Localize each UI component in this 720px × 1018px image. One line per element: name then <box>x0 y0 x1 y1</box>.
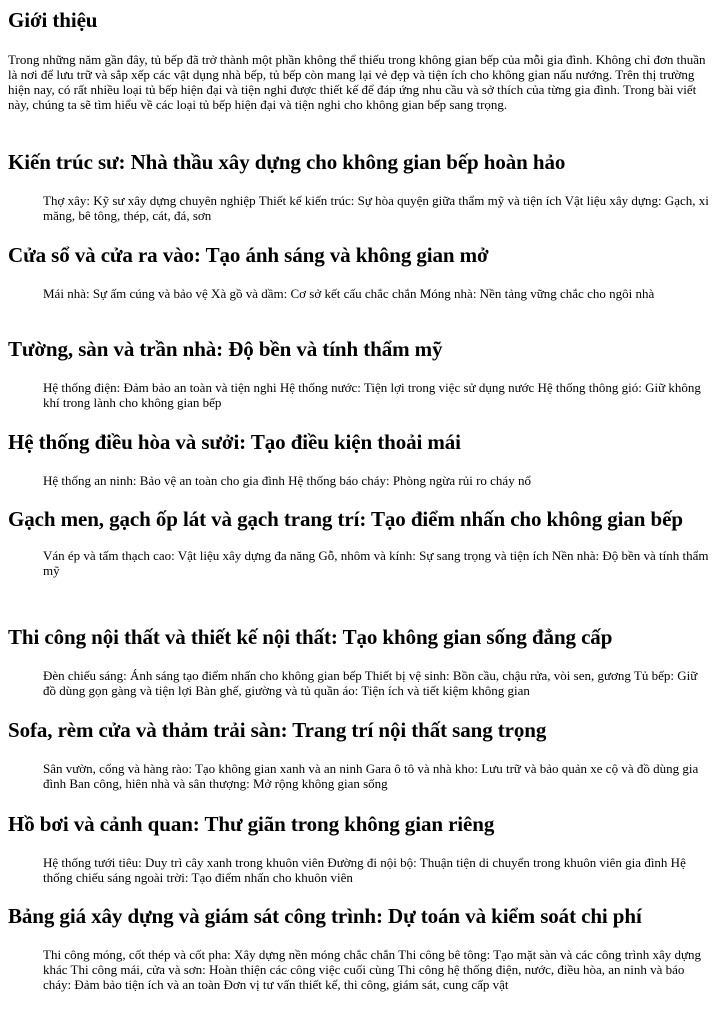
section-6 <box>8 718 712 791</box>
section-heading: Kiến trúc sư: Nhà thầu xây dựng cho không gian bếp hoàn hảo <box>8 150 566 174</box>
section-paragraph: Trong những năm gần đây, tủ bếp đã trở thành một phần không thể thiếu trong không gian bếp của mỗi gia đình. Không chỉ đơn thuần là nơi để lưu trữ và sắp xếp các vật dụng nhà bếp, tủ bếp còn mang lại vẻ đẹp và tiện ích cho không gian nấu nướng. Trên thị trường hiện nay, có rất nhiều loại tủ bếp hiện đại và tiện nghi được thiết kế để đáp ứng nhu cầu và sở thích của từng gia đình. Trong bài viết này, chúng ta sẽ tìm hiểu về các loại tủ bếp hiện đại và tiện nghi cho không gian bếp sang trọng. <box>8 52 706 112</box>
section-paragraph: Sân vườn, cổng và hàng rào: Tạo không gian xanh và an ninh Gara ô tô và nhà kho: Lưu trữ và bảo quản xe cộ và đồ dùng gia đình Ban công, hiên nhà và sân thượng: Mở rộng không gian sống <box>43 761 699 791</box>
section-paragraph: Ván ép và tấm thạch cao: Vật liệu xây dựng đa năng Gỗ, nhôm và kính: Sự sang trọng và tiện ích Nền nhà: Độ bền và tính thẩm mỹ <box>43 548 709 578</box>
section-8 <box>8 904 712 992</box>
section-0 <box>8 150 712 223</box>
section-heading: Giới thiệu <box>8 8 98 32</box>
section-3 <box>8 430 712 488</box>
section-paragraph: Hệ thống tưới tiêu: Duy trì cây xanh trong khuôn viên Đường đi nội bộ: Thuận tiện di chuyển trong khuôn viên gia đình Hệ thống chiếu sáng ngoài trời: Tạo điểm nhấn cho khuôn viên <box>43 855 686 885</box>
intro-section <box>8 8 712 112</box>
section-heading: Tường, sàn và trần nhà: Độ bền và tính thẩm mỹ <box>8 337 443 361</box>
section-1 <box>8 243 712 301</box>
section-paragraph: Hệ thống an ninh: Bảo vệ an toàn cho gia đình Hệ thống báo cháy: Phòng ngừa rủi ro cháy nổ <box>43 473 531 488</box>
section-paragraph: Hệ thống điện: Đảm bảo an toàn và tiện nghi Hệ thống nước: Tiện lợi trong việc sử dụng nước Hệ thống thông gió: Giữ không khí trong lành cho không gian bếp <box>43 380 701 410</box>
section-heading: Hồ bơi và cảnh quan: Thư giãn trong không gian riêng <box>8 812 495 836</box>
section-heading: Cửa sổ và cửa ra vào: Tạo ánh sáng và không gian mở <box>8 243 489 267</box>
section-heading: Hệ thống điều hòa và sưởi: Tạo điều kiện thoải mái <box>8 430 461 454</box>
section-paragraph: Mái nhà: Sự ấm cúng và bảo vệ Xà gồ và dầm: Cơ sở kết cấu chắc chắn Móng nhà: Nền tảng vững chắc cho ngôi nhà <box>43 286 655 301</box>
section-4 <box>8 507 712 578</box>
section-paragraph: Đèn chiếu sáng: Ánh sáng tạo điểm nhấn cho không gian bếp Thiết bị vệ sinh: Bồn cầu, chậu rửa, vòi sen, gương Tủ bếp: Giữ đồ dùng gọn gàng và tiện lợi Bàn ghế, giường và tủ quần áo: Tiện ích và tiết kiệm không gian <box>43 668 698 698</box>
section-7 <box>8 812 712 885</box>
section-2 <box>8 337 712 410</box>
section-paragraph: Thợ xây: Kỹ sư xây dựng chuyên nghiệp Thiết kế kiến trúc: Sự hòa quyện giữa thẩm mỹ và tiện ích Vật liệu xây dựng: Gạch, xi măng, bê tông, thép, cát, đá, sơn <box>43 193 709 223</box>
section-5 <box>8 625 712 698</box>
section-heading: Bảng giá xây dựng và giám sát công trình: Dự toán và kiểm soát chi phí <box>8 904 642 928</box>
section-heading: Thi công nội thất và thiết kế nội thất: Tạo không gian sống đẳng cấp <box>8 625 613 649</box>
section-heading: Sofa, rèm cửa và thảm trải sàn: Trang trí nội thất sang trọng <box>8 718 547 742</box>
section-paragraph: Thi công móng, cốt thép và cốt pha: Xây dựng nền móng chắc chắn Thi công bê tông: Tạo mặt sàn và các công trình xây dựng khác Thi công mái, cửa và sơn: Hoàn thiện các công việc cuối cùng Thi công hệ thống điện, nước, điều hòa, an ninh và báo cháy: Đảm bảo tiện ích và an toàn Đơn vị tư vấn thiết kế, thi công, giám sát, cung cấp vật <box>43 947 702 992</box>
section-heading: Gạch men, gạch ốp lát và gạch trang trí: Tạo điểm nhấn cho không gian bếp <box>8 507 683 531</box>
